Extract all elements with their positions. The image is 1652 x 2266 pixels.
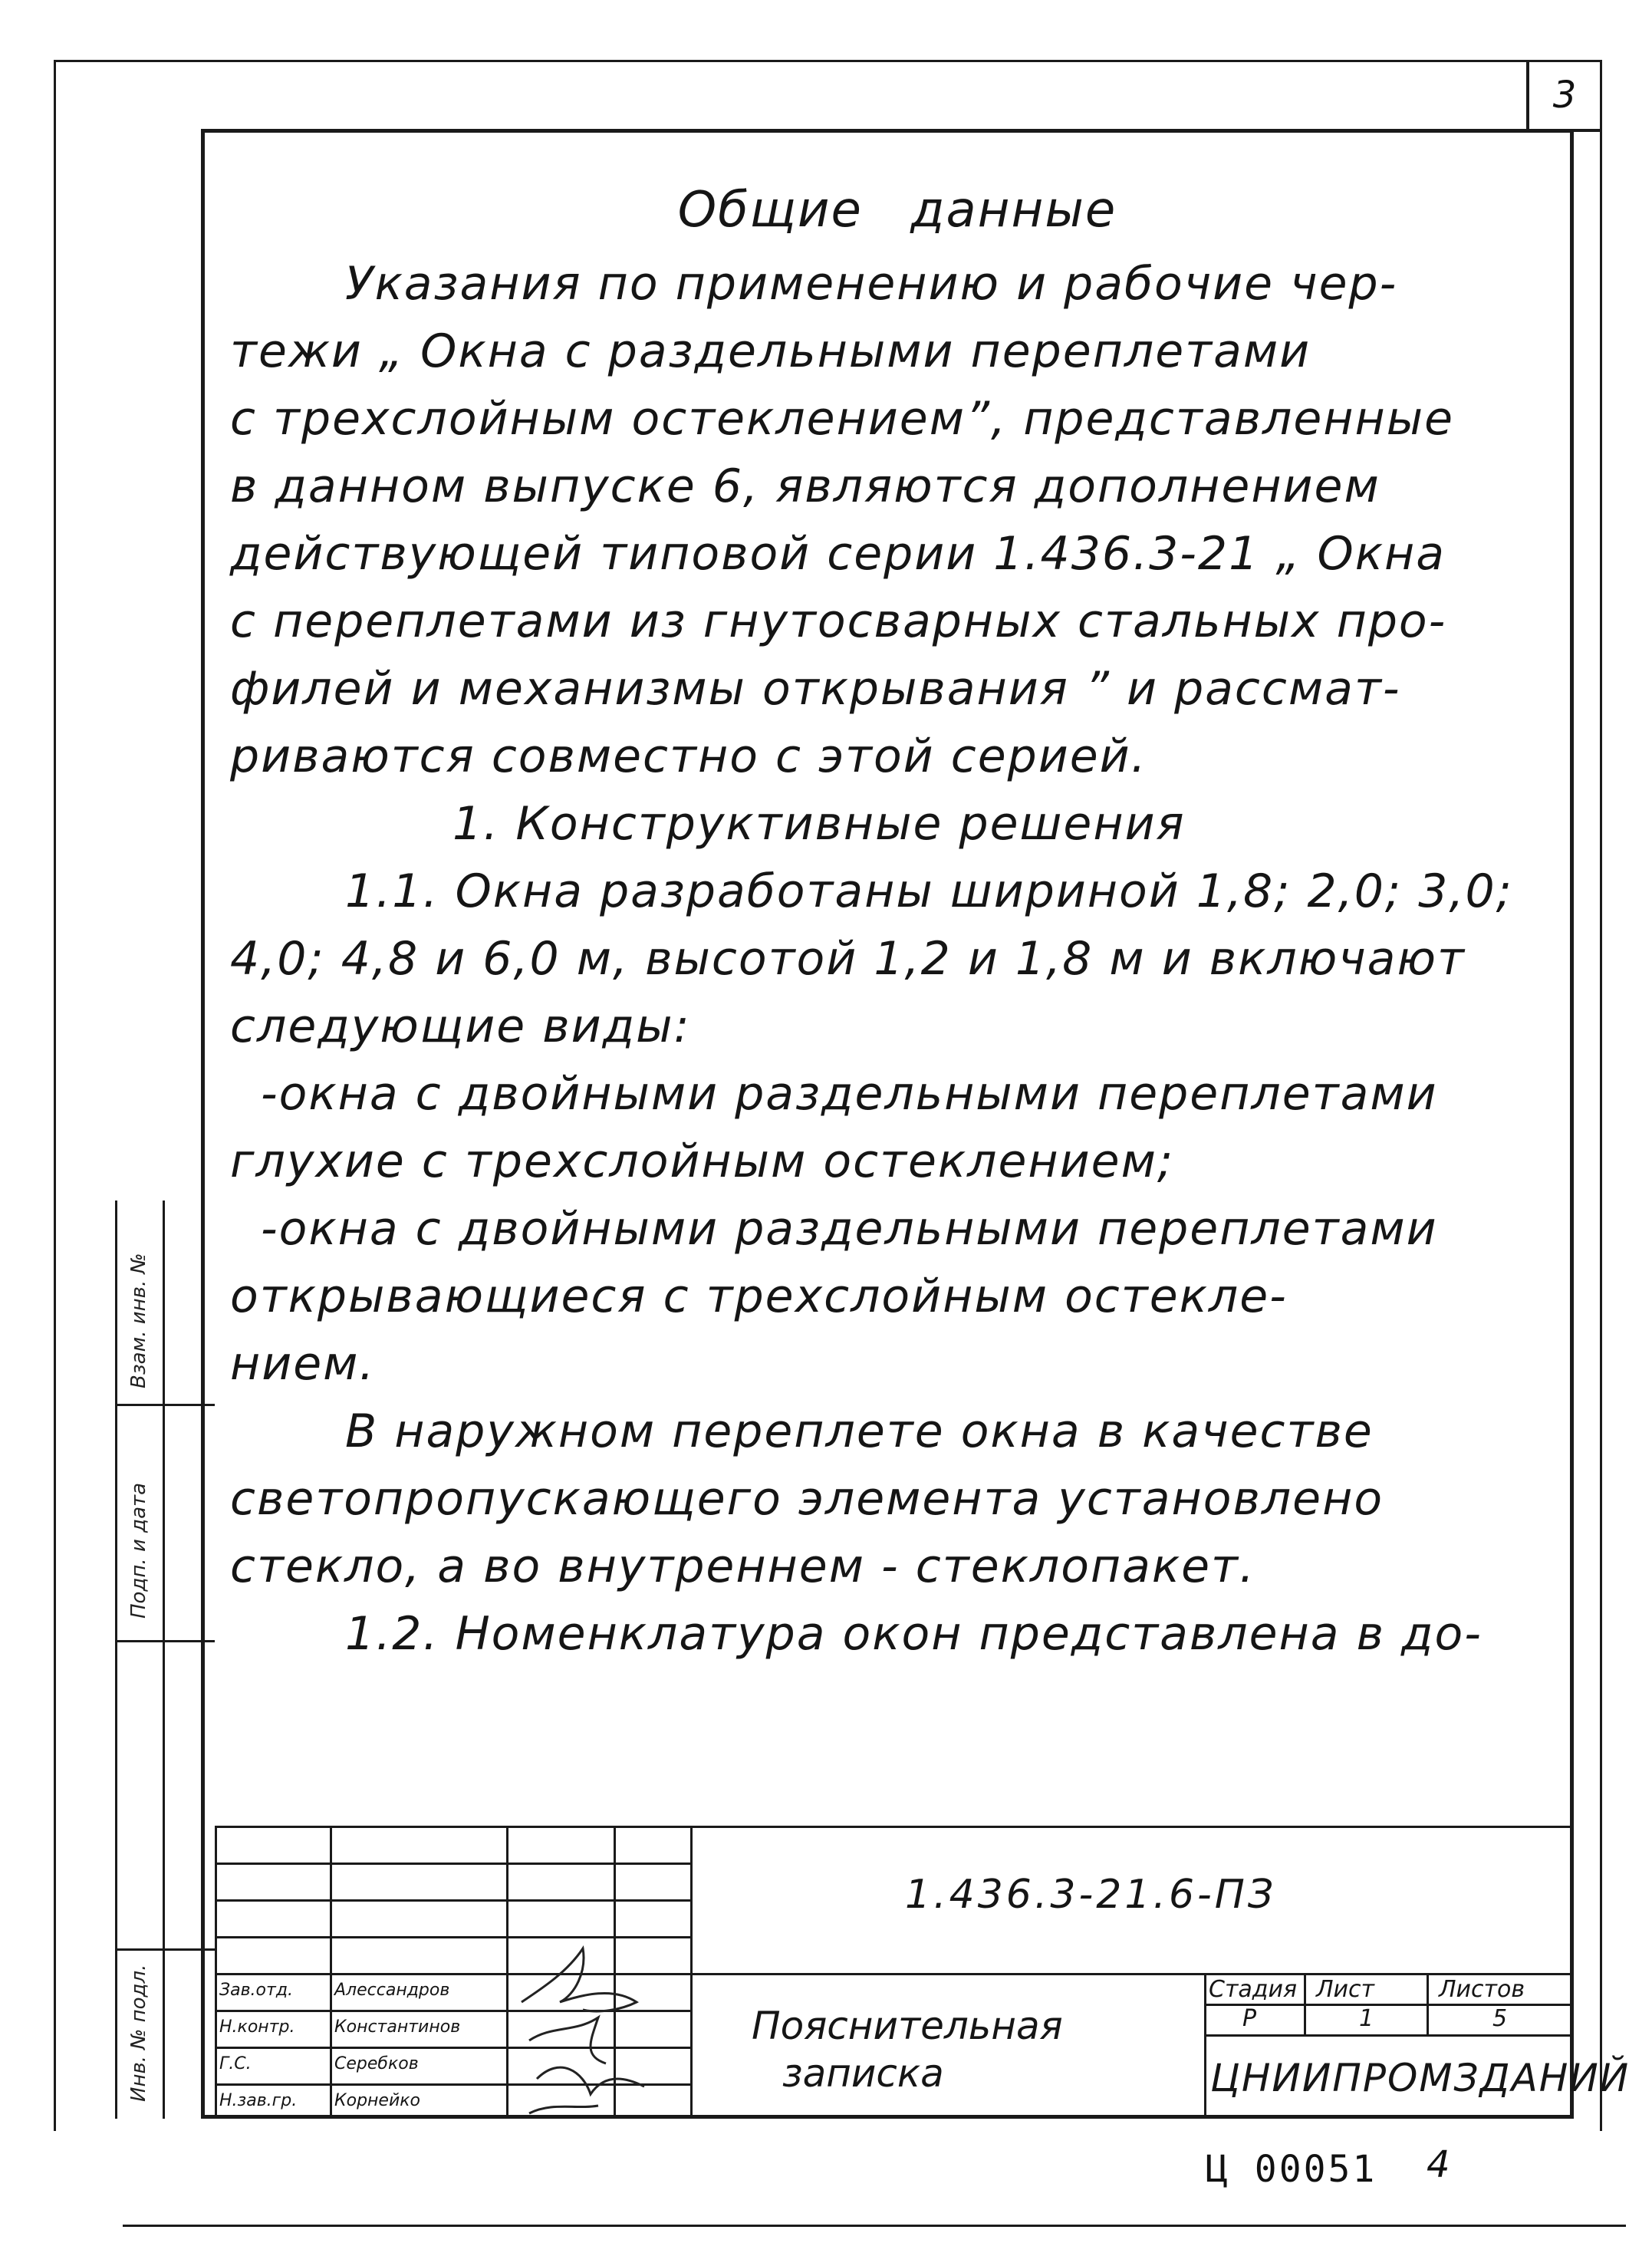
body-line: тежи „ Окна с раздельными переплетами	[230, 324, 1311, 378]
strip-right-line	[163, 1201, 165, 2119]
signer-role: Г.С.	[219, 2054, 252, 2073]
section-line: следующие виды:	[230, 1000, 691, 1053]
document-title-line1: Пояснительная	[752, 2004, 1063, 2048]
body-line: филей и механизмы открывания ” и рассмат-	[230, 662, 1401, 716]
section-paragraphs	[230, 858, 1565, 1668]
archive-number: Ц 00051	[1206, 2148, 1377, 2191]
organization-name: ЦНИИПРОМЗДАНИЙ	[1210, 2056, 1631, 2100]
strip-divider-2	[115, 1640, 215, 1642]
sheets-label: Листов	[1439, 1976, 1525, 2003]
section-line: стекло, а во внутреннем - стеклопакет.	[230, 1540, 1256, 1593]
signer-name: Алессандров	[334, 1981, 450, 2000]
signature-scribble	[514, 1941, 690, 2119]
outer-frame-top	[54, 60, 1600, 62]
tb-col-line	[506, 1826, 508, 2119]
strip-divider-3	[115, 1948, 215, 1951]
tb-row-line	[215, 1899, 690, 1902]
tb-col-line	[330, 1826, 332, 2119]
section-heading: 1. Конструктивные решения	[452, 797, 1186, 851]
section-line: светопропускающего элемента установлено	[230, 1472, 1384, 1526]
strip-label-1: Взам. инв. №	[127, 1253, 150, 1388]
outer-frame-left	[54, 60, 56, 2131]
section-line: В наружном переплете окна в качестве	[345, 1405, 1374, 1458]
page-number: 3	[1526, 61, 1600, 132]
body-line: Указания по применению и рабочие чер-	[345, 257, 1398, 311]
stage-value: Р	[1242, 2005, 1257, 2032]
body-line: с трехслойным остеклением”, представленные	[230, 392, 1454, 446]
section-line: -окна с двойными раздельными переплетами	[261, 1202, 1438, 1256]
document-title-line2: записка	[782, 2051, 944, 2096]
outer-frame-right	[1600, 60, 1602, 2131]
section-line: открывающиеся с трехслойным остекле-	[230, 1270, 1288, 1323]
section-line: глухие с трехслойным остеклением;	[230, 1135, 1175, 1188]
signer-role: Зав.отд.	[219, 1981, 294, 2000]
body-line: в данном выпуске 6, являются дополнением	[230, 459, 1381, 513]
tb-mid-line	[215, 1973, 1572, 1975]
title-block	[215, 1826, 1631, 2119]
section-line: 4,0; 4,8 и 6,0 м, высотой 1,2 и 1,8 м и включают	[230, 932, 1466, 986]
section-line: нием.	[230, 1337, 376, 1391]
tb-top-line	[215, 1826, 1572, 1828]
sheet-value: 1	[1359, 2005, 1374, 2032]
body-line: с переплетами из гнутосварных стальных про-	[230, 594, 1447, 648]
text-body	[230, 176, 1565, 1668]
document-heading: Общие данные	[677, 182, 1117, 239]
section-line: 1.2. Номенклатура окон представлена в до-	[345, 1607, 1483, 1661]
signer-role: Н.зав.гр.	[219, 2091, 298, 2110]
archive-page: 4	[1427, 2143, 1450, 2186]
sheets-value: 5	[1492, 2005, 1508, 2032]
body-line: риваются совместно с этой серией.	[230, 730, 1147, 783]
signer-role: Н.контр.	[219, 2017, 295, 2037]
body-line: действующей типовой серии 1.436.3-21 „ Окна	[230, 527, 1446, 581]
bottom-rule	[123, 2225, 1626, 2227]
tb-row-line	[215, 1936, 690, 1938]
tb-col-line	[1204, 1973, 1206, 2119]
strip-label-3: Инв. № подл.	[127, 1964, 150, 2102]
tb-stage-line	[1204, 2004, 1572, 2006]
stage-label: Стадия	[1209, 1976, 1298, 2003]
section-line: -окна с двойными раздельными переплетами	[261, 1067, 1438, 1121]
sheet-label: Лист	[1316, 1976, 1375, 2003]
tb-col-line	[215, 1826, 217, 2119]
tb-col-line	[690, 1826, 693, 2119]
tb-row-line	[215, 1863, 690, 1865]
document-code: 1.436.3-21.6-ПЗ	[905, 1872, 1277, 1918]
signer-name: Серебков	[334, 2054, 419, 2073]
section-line: 1.1. Окна разработаны шириной 1,8; 2,0; 3,0;	[345, 865, 1513, 918]
tb-col-line	[1304, 1973, 1306, 2034]
tb-stage-line	[1204, 2034, 1572, 2037]
strip-left-line	[115, 1201, 117, 2119]
intro-paragraph	[230, 250, 1565, 790]
strip-label-2: Подп. и дата	[127, 1482, 150, 1619]
signer-name: Константинов	[334, 2017, 461, 2037]
signer-name: Корнейко	[334, 2091, 421, 2110]
strip-divider-1	[115, 1404, 215, 1406]
tb-col-line	[1427, 1973, 1429, 2034]
